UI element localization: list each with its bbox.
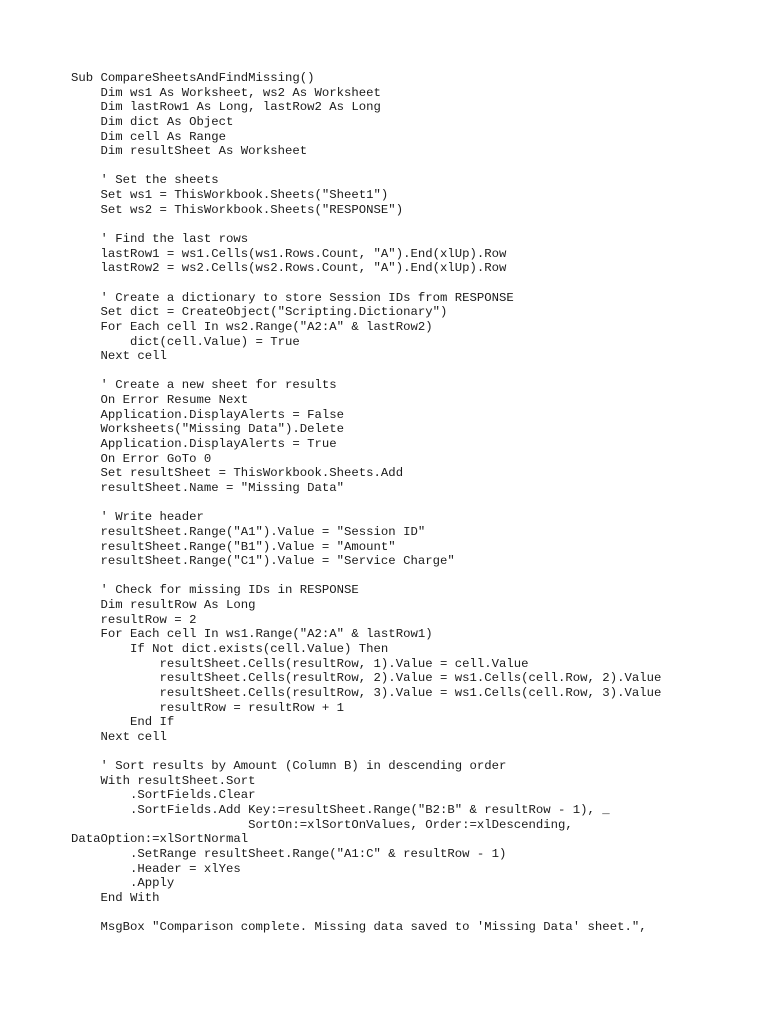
code-line: ' Set the sheets — [71, 173, 219, 188]
code-line: Dim lastRow1 As Long, lastRow2 As Long — [71, 100, 381, 115]
code-line: resultSheet.Range("A1").Value = "Session ID" — [71, 524, 426, 539]
code-line: Set resultSheet = ThisWorkbook.Sheets.Add — [71, 466, 404, 481]
code-line: resultRow = 2 — [71, 612, 197, 627]
code-line: ' Write header — [71, 510, 204, 525]
code-line: SortOn:=xlSortOnValues, Order:=xlDescending, — [71, 817, 573, 832]
code-line: DataOption:=xlSortNormal — [71, 832, 249, 847]
code-line: .Apply — [71, 876, 175, 891]
code-line: Dim ws1 As Worksheet, ws2 As Worksheet — [71, 85, 381, 100]
code-line — [71, 217, 761, 232]
code-line: Sub CompareSheetsAndFindMissing() — [71, 71, 315, 85]
code-line: dict(cell.Value) = True — [71, 334, 300, 349]
code-line: Application.DisplayAlerts = True — [71, 437, 337, 452]
code-line: resultSheet.Cells(resultRow, 2).Value = ws1.Cells(cell.Row, 2).Value — [71, 671, 662, 686]
code-line: resultSheet.Range("B1").Value = "Amount" — [71, 539, 396, 554]
code-line: resultSheet.Range("C1").Value = "Service Charge" — [71, 554, 455, 569]
code-line — [71, 744, 761, 759]
code-line: Next cell — [71, 729, 167, 744]
code-line — [71, 569, 761, 584]
code-line: lastRow2 = ws2.Cells(ws2.Rows.Count, "A").End(xlUp).Row — [71, 261, 507, 276]
code-line: ' Create a dictionary to store Session IDs from RESPONSE — [71, 290, 514, 305]
code-line: On Error Resume Next — [71, 393, 249, 408]
code-line: ' Check for missing IDs in RESPONSE — [71, 583, 359, 598]
code-line: resultSheet.Cells(resultRow, 1).Value = cell.Value — [71, 656, 529, 671]
code-line: For Each cell In ws1.Range("A2:A" & lastRow1) — [71, 627, 433, 642]
code-line — [71, 276, 761, 291]
code-line: Dim dict As Object — [71, 114, 234, 129]
code-line: .Header = xlYes — [71, 861, 241, 876]
code-line — [71, 496, 761, 511]
code-line: Worksheets("Missing Data").Delete — [71, 422, 345, 437]
code-line: Set dict = CreateObject("Scripting.Dictionary") — [71, 305, 448, 320]
code-line: On Error GoTo 0 — [71, 451, 212, 466]
code-line: lastRow1 = ws1.Cells(ws1.Rows.Count, "A").End(xlUp).Row — [71, 246, 507, 261]
code-line: For Each cell In ws2.Range("A2:A" & lastRow2) — [71, 319, 433, 334]
code-line: MsgBox "Comparison complete. Missing data saved to 'Missing Data' sheet.", — [71, 920, 647, 935]
code-line: If Not dict.exists(cell.Value) Then — [71, 641, 389, 656]
code-line — [71, 906, 761, 921]
code-line: Application.DisplayAlerts = False — [71, 407, 345, 422]
code-line: resultSheet.Name = "Missing Data" — [71, 480, 345, 495]
code-line: With resultSheet.Sort — [71, 773, 256, 788]
code-line: resultRow = resultRow + 1 — [71, 700, 345, 715]
code-line — [71, 159, 761, 174]
code-listing — [71, 71, 761, 935]
code-line: Dim cell As Range — [71, 129, 226, 144]
code-line: ' Sort results by Amount (Column B) in descending order — [71, 759, 507, 774]
code-line: .SortFields.Add Key:=resultSheet.Range("B2:B" & resultRow - 1), _ — [71, 803, 610, 818]
code-line: Dim resultSheet As Worksheet — [71, 144, 308, 159]
code-line: End With — [71, 890, 160, 905]
code-line: .SortFields.Clear — [71, 788, 256, 803]
code-line: End If — [71, 715, 175, 730]
code-line: ' Find the last rows — [71, 232, 249, 247]
code-line: resultSheet.Cells(resultRow, 3).Value = ws1.Cells(cell.Row, 3).Value — [71, 685, 662, 700]
code-line: ' Create a new sheet for results — [71, 378, 337, 393]
code-line — [71, 364, 761, 379]
code-line: Dim resultRow As Long — [71, 598, 256, 613]
code-line: Next cell — [71, 349, 167, 364]
code-line: .SetRange resultSheet.Range("A1:C" & resultRow - 1) — [71, 846, 507, 861]
code-line: Set ws2 = ThisWorkbook.Sheets("RESPONSE") — [71, 202, 404, 217]
code-line: Set ws1 = ThisWorkbook.Sheets("Sheet1") — [71, 188, 389, 203]
